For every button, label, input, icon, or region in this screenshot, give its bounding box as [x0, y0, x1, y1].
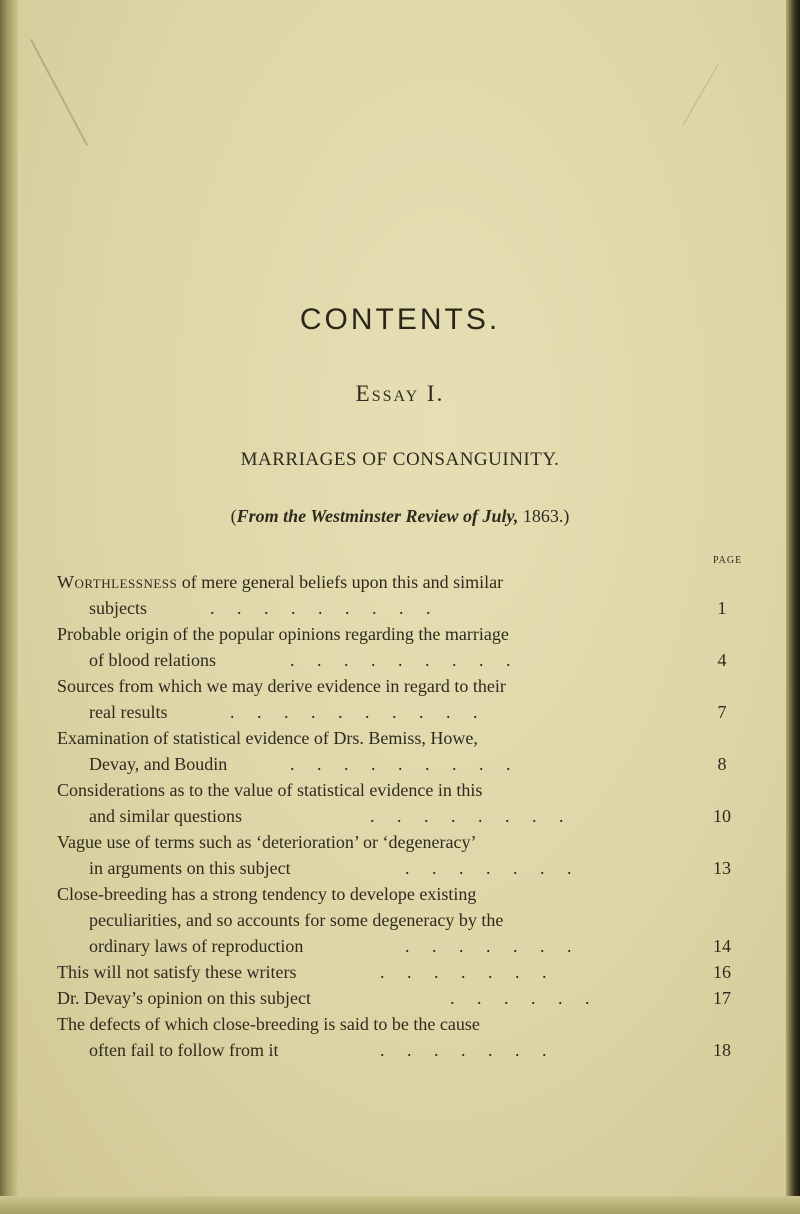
toc-entry-line: ordinary laws of reproduction	[89, 936, 304, 956]
toc-leader-dots: . . . . . . . .	[370, 806, 573, 826]
toc-leader-dots: . . . . . .	[450, 988, 599, 1008]
toc-entry-line: often fail to follow from it	[89, 1040, 279, 1060]
toc-leader-dots: . . . . . . . . .	[290, 754, 520, 774]
toc-leader-dots: . . . . . . . . . .	[230, 702, 487, 722]
toc-entry-line: Sources from which we may derive evidence in regard to their	[57, 676, 506, 696]
toc-entry-line: of blood relations	[89, 650, 216, 670]
toc-page-number: 1	[717, 598, 727, 618]
toc-entry-line: Considerations as to the value of statistical evidence in this	[57, 780, 483, 800]
toc-leader-dots: . . . . . . .	[405, 936, 581, 956]
toc-page-number: 18	[713, 1040, 731, 1060]
page-column-header: PAGE	[713, 555, 743, 566]
toc-entry-line: Close-breeding has a strong tendency to develope existing	[57, 884, 477, 904]
toc-leader-dots: . . . . . . . . .	[210, 598, 440, 618]
toc-leader-dots: . . . . . . .	[380, 1040, 556, 1060]
toc-leader-dots: . . . . . . .	[380, 962, 556, 982]
source-year: 1863.)	[518, 506, 570, 526]
toc-entry-line: real results	[89, 702, 168, 722]
toc-leader-dots: . . . . . . . . .	[290, 650, 520, 670]
toc-leader-dots: . . . . . . .	[405, 858, 581, 878]
toc-entry-line: Devay, and Boudin	[89, 754, 228, 774]
toc-entry-line: in arguments on this subject	[89, 858, 291, 878]
page-bottom-edge	[0, 1196, 800, 1214]
toc-entry-line: Examination of statistical evidence of Drs. Bemiss, Howe,	[57, 728, 478, 748]
essay-subject: MARRIAGES OF CONSANGUINITY.	[240, 449, 560, 470]
toc-entry-line: Dr. Devay’s opinion on this subject	[57, 988, 311, 1008]
toc-entry-line: Vague use of terms such as ‘deterioration’ or ‘degeneracy’	[57, 832, 477, 852]
source-open-paren: (	[230, 506, 237, 526]
toc-entry-line: subjects	[89, 598, 147, 618]
toc-entry-line: and similar questions	[89, 806, 242, 826]
toc-page-number: 14	[713, 936, 731, 956]
toc-page-number: 7	[717, 702, 727, 722]
toc-entry-text: of mere general beliefs upon this and similar	[177, 572, 504, 592]
toc-page-number: 4	[717, 650, 727, 670]
toc-entry-lead: Worthlessness	[57, 572, 178, 592]
page-title: CONTENTS.	[299, 303, 501, 336]
toc-entry-line: This will not satisfy these writers	[57, 962, 297, 982]
essay-heading: Essay I.	[355, 381, 445, 406]
page-right-edge	[786, 0, 800, 1214]
toc-entry-line	[57, 571, 503, 593]
toc-page-number: 10	[713, 806, 731, 826]
toc-page-number: 13	[713, 858, 731, 878]
toc-entry-line: peculiarities, and so accounts for some degeneracy by the	[89, 910, 504, 930]
toc-entry-line: Probable origin of the popular opinions regarding the marriage	[57, 624, 509, 644]
book-gutter-edge	[0, 0, 18, 1214]
source-citation: From the Westminster Review of July,	[236, 506, 519, 526]
toc-page-number: 17	[713, 988, 731, 1008]
toc-page-number: 16	[713, 962, 731, 982]
essay-source	[0, 506, 800, 527]
toc-entry-line: The defects of which close-breeding is said to be the cause	[57, 1014, 480, 1034]
toc-page-number: 8	[717, 754, 727, 774]
